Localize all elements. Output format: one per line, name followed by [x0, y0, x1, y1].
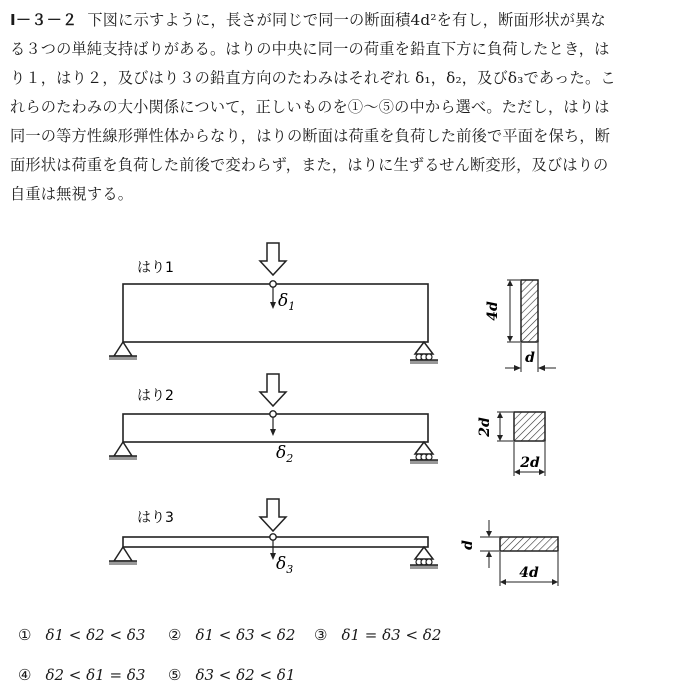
choice-1[interactable]: ① δ1 < δ2 < δ3	[18, 626, 146, 644]
choice-2[interactable]: ② δ1 < δ3 < δ2	[168, 626, 296, 644]
question-line-5: 同一の等方性線形弾性体からなり，はりの断面は荷重を負荷した前後で平面を保ち，断	[10, 127, 611, 145]
question-number: Ⅰ－３－２	[10, 11, 78, 29]
pin-support-3	[109, 547, 137, 565]
section-2-width: 2d	[520, 455, 540, 471]
section-3-height: d	[460, 540, 476, 550]
section-3-width: 4d	[519, 565, 539, 581]
choice-5[interactable]: ⑤ δ3 < δ2 < δ1	[168, 666, 296, 684]
beam-2	[109, 374, 438, 465]
pin-support-2	[109, 442, 137, 460]
delta-3-label: $\delta_3$	[276, 554, 294, 576]
load-point-1	[270, 281, 276, 287]
beam-2-label: はり2	[137, 388, 174, 404]
beam-1-label: はり1	[137, 260, 174, 276]
load-arrow-2	[260, 374, 286, 406]
question-line-6: 面形状は荷重を負荷した前後で変わらず，また，はりに生ずるせん断変形，及びはりの	[10, 156, 609, 174]
load-point-3	[270, 534, 276, 540]
beam-1-body	[123, 284, 428, 342]
question-line-1: Ⅰ－３－２ 下図に示すように，長さが同じで同一の断面積4d²を有し，断面形状が異な	[10, 11, 606, 29]
delta-2-label: $\delta_2$	[276, 443, 294, 465]
section-2	[477, 412, 545, 476]
roller-support-2	[410, 442, 438, 464]
question-line-2: る３つの単純支持ばりがある。はりの中央に同一の荷重を鉛直下方に負荷したとき，は	[10, 40, 610, 58]
question-line-3: り１，はり２，及びはり３の鉛直方向のたわみはそれぞれ δ₁，δ₂，及びδ₃であった。こ	[10, 69, 616, 87]
pin-support-1	[109, 342, 137, 360]
section-1-height: 4d	[485, 301, 501, 321]
section-1-width: d	[525, 350, 535, 366]
beam-3-label: はり3	[137, 510, 174, 526]
section-3	[460, 520, 558, 586]
beam-3	[109, 499, 438, 576]
question-line-4: れらのたわみの大小関係について，正しいものを①～⑤の中から選べ。ただし，はりは	[10, 98, 610, 116]
load-arrow-1	[260, 243, 286, 275]
choice-3[interactable]: ③ δ1 = δ3 < δ2	[314, 626, 442, 644]
load-arrow-3	[260, 499, 286, 531]
load-point-2	[270, 411, 276, 417]
choice-4[interactable]: ④ δ2 < δ1 = δ3	[18, 666, 146, 684]
section-1	[485, 280, 556, 372]
roller-support-3	[410, 547, 438, 569]
beam-2-body	[123, 414, 428, 442]
beam-1	[109, 243, 438, 364]
question-line-7: 自重は無視する。	[10, 185, 134, 203]
section-2-height: 2d	[477, 417, 493, 437]
roller-support-1	[410, 342, 438, 364]
delta-1-label: $\delta_1$	[278, 291, 296, 313]
